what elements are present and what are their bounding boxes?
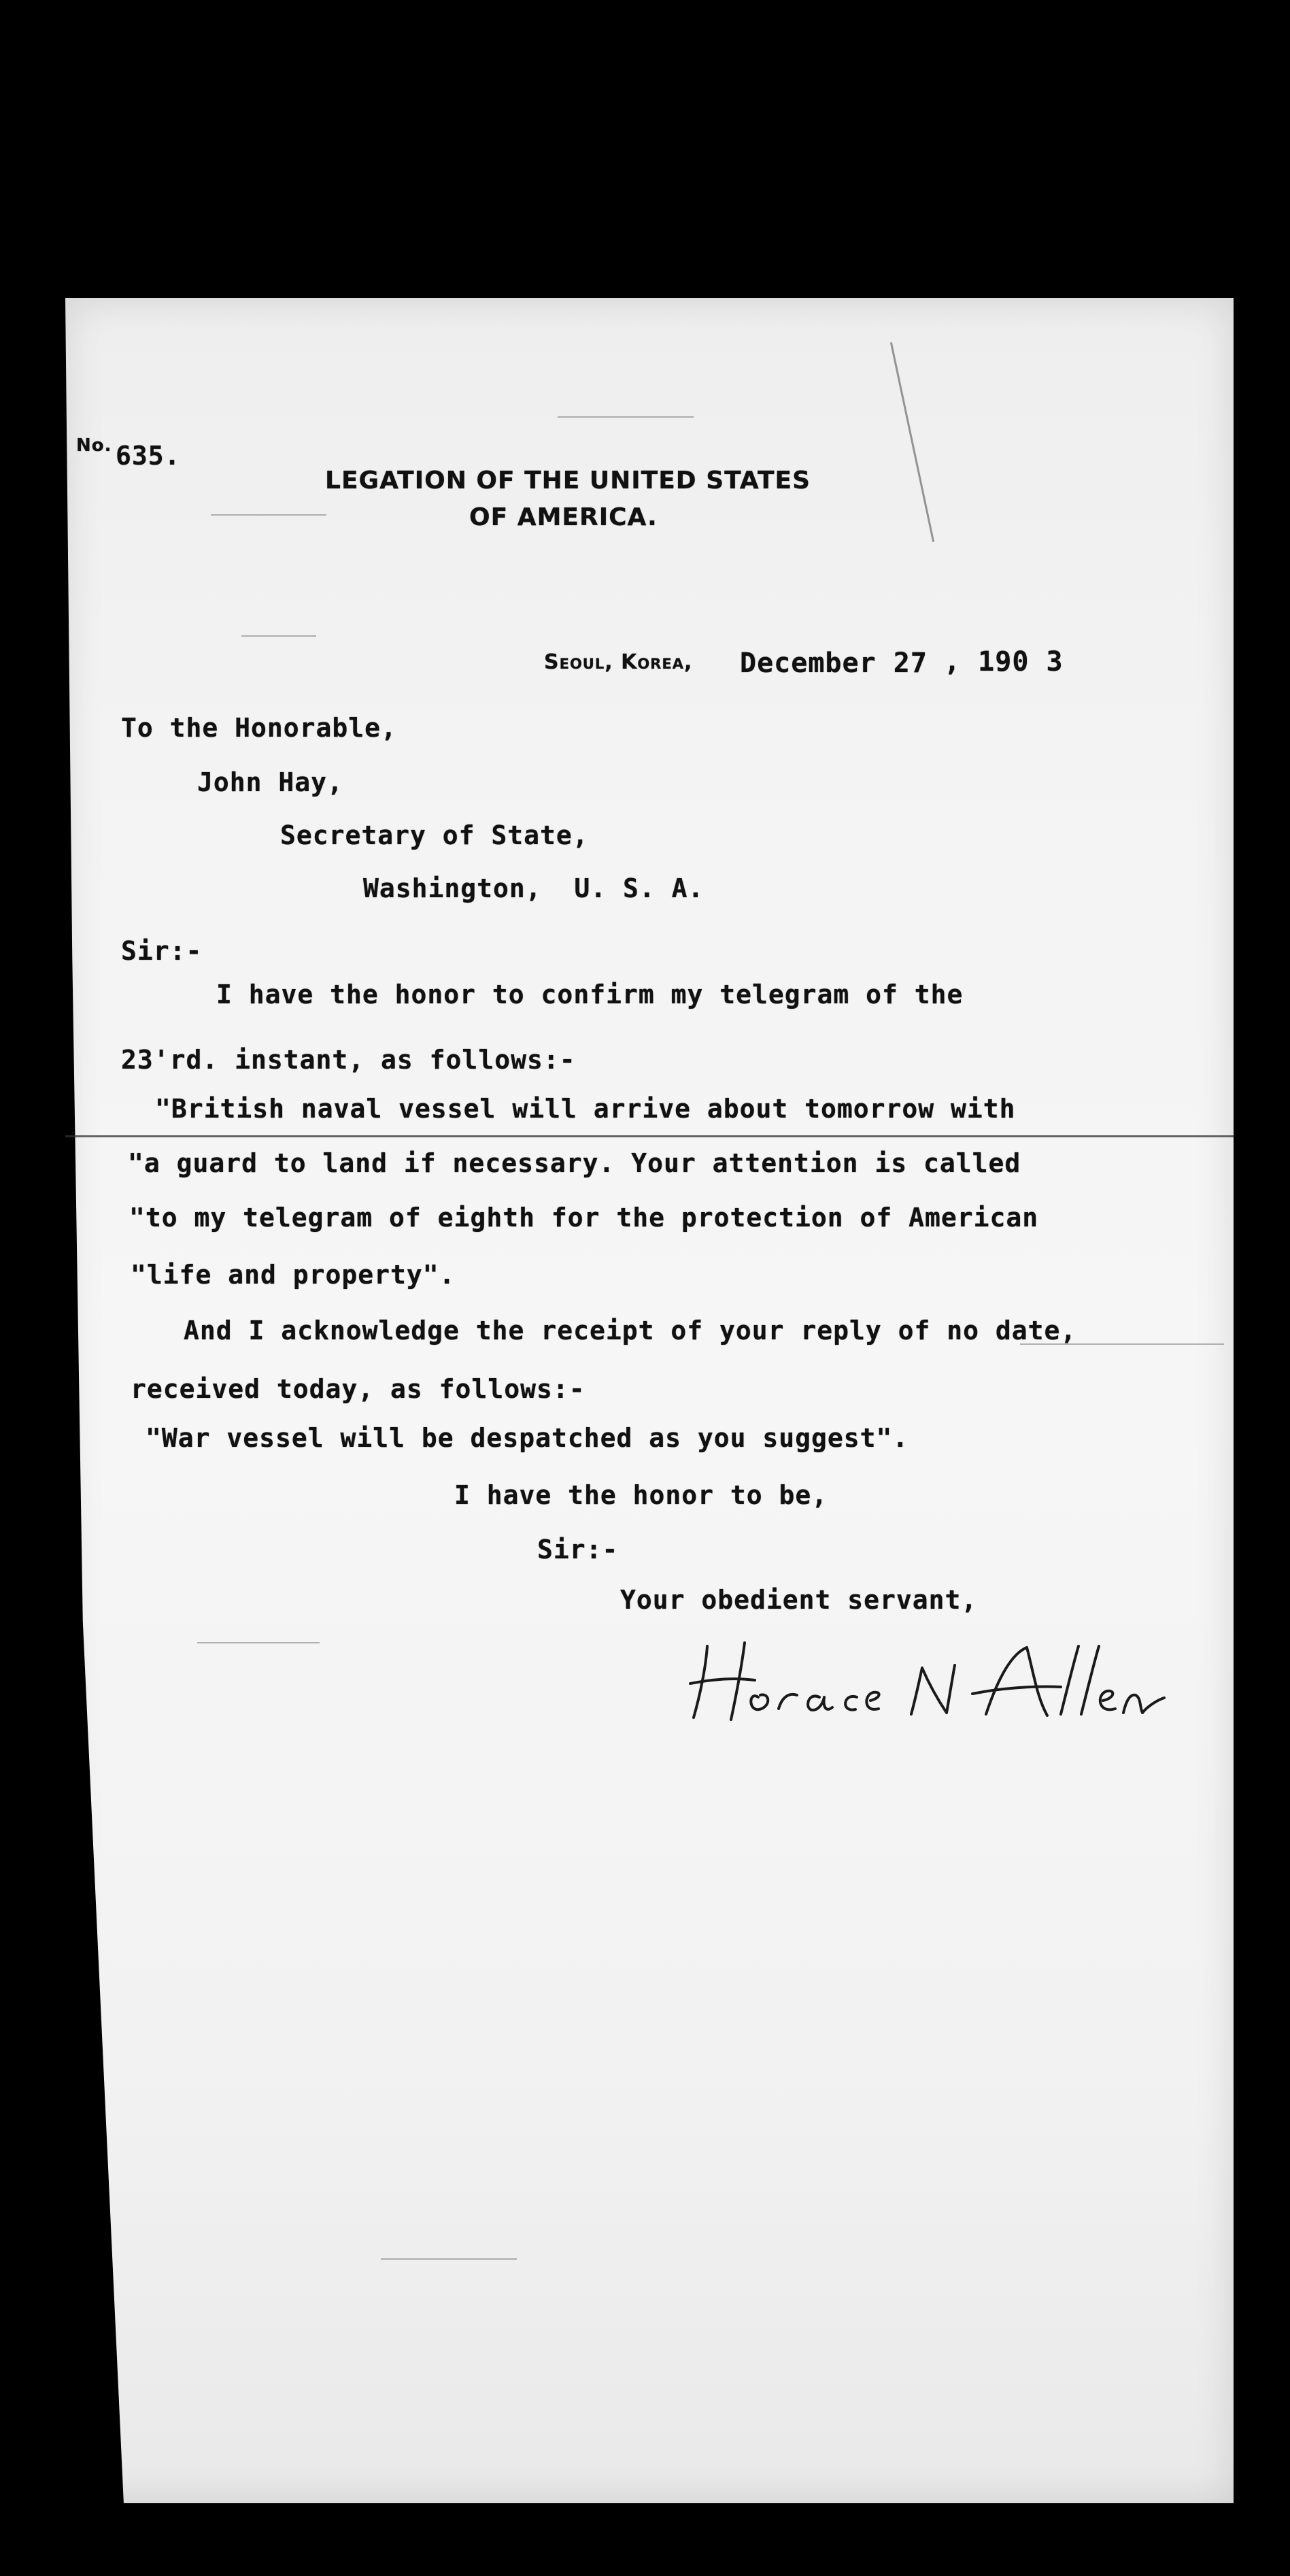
- paper-fold: [65, 1135, 1234, 1137]
- paper-rule: [381, 2258, 517, 2260]
- handwritten-signature: [680, 1633, 1183, 1728]
- paper-rule: [197, 1642, 320, 1643]
- address-line-3: Secretary of State,: [280, 820, 589, 850]
- address-line-2: John Hay,: [197, 767, 343, 797]
- quote-2-line-1: "War vessel will be despatched as you suggest".: [146, 1423, 909, 1453]
- quote-1-line-4: "life and property".: [131, 1260, 456, 1290]
- letterhead-line-2: OF AMERICA.: [469, 503, 658, 531]
- letter-number: 635.: [116, 441, 181, 471]
- paper-rule: [558, 416, 694, 418]
- body-paragraph-1-line-2: 23'rd. instant, as follows:-: [121, 1045, 576, 1075]
- quote-1-line-1: "British naval vessel will arrive about tomorrow with: [155, 1094, 1016, 1124]
- closing-line-1: I have the honor to be,: [454, 1480, 828, 1510]
- paper-rule: [241, 635, 316, 637]
- address-line-1: To the Honorable,: [121, 713, 397, 743]
- dateline-place: Seoul, Korea,: [544, 650, 693, 674]
- body-paragraph-1-line-1: I have the honor to confirm my telegram of the: [216, 980, 964, 1009]
- salutation: Sir:-: [121, 936, 203, 966]
- dateline-date: December 27: [740, 648, 928, 679]
- paper-rule: [211, 514, 326, 516]
- letter-number-label: No.: [76, 435, 112, 456]
- letterhead-line-1: LEGATION OF THE UNITED STATES: [325, 467, 811, 495]
- body-paragraph-2-line-1: And I acknowledge the receipt of your reply of no date,: [184, 1316, 1077, 1345]
- body-paragraph-2-line-2: received today, as follows:-: [131, 1374, 585, 1404]
- closing-line-3: Your obedient servant,: [620, 1585, 978, 1615]
- address-line-4: Washington, U. S. A.: [363, 873, 705, 903]
- closing-line-2: Sir:-: [537, 1535, 619, 1565]
- quote-1-line-2: "a guard to land if necessary. Your attention is called: [128, 1148, 1021, 1178]
- quote-1-line-3: "to my telegram of eighth for the protection of American: [129, 1203, 1039, 1233]
- dateline-year: , 190 3: [944, 646, 1064, 678]
